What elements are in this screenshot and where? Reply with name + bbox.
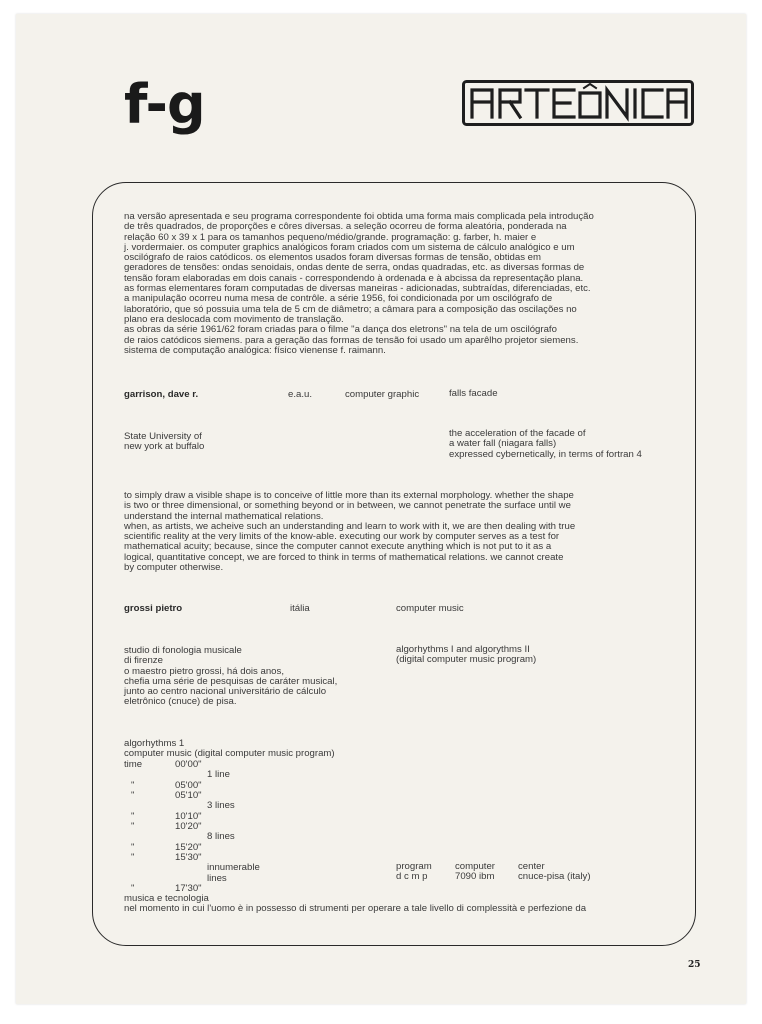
institution-line: new york at buffalo bbox=[124, 441, 205, 453]
score-title-line: algorhythms 1 bbox=[124, 738, 185, 749]
logo-text: ARTEÔNICA bbox=[462, 80, 468, 81]
computer-value: 7090 ibm bbox=[455, 871, 495, 882]
institution-line: State University of bbox=[124, 431, 202, 442]
program-header: program bbox=[396, 861, 432, 872]
score-ditto: " bbox=[131, 852, 135, 863]
score-time: 10'10" bbox=[175, 811, 202, 822]
score-event: 8 lines bbox=[207, 831, 235, 842]
institution-line: junto ao centro nacional universitário de cálculo bbox=[124, 686, 327, 698]
score-ditto: " bbox=[131, 842, 135, 853]
work-description bbox=[449, 429, 642, 460]
center-header: center bbox=[518, 861, 545, 872]
description-line: expressed cybernetically, in terms of fortran 4 bbox=[449, 448, 642, 460]
institution-line: o maestro pietro grossi, há dois anos, bbox=[124, 665, 284, 677]
score-event: innumerable bbox=[207, 862, 260, 873]
artist-institution bbox=[124, 432, 204, 453]
description-line: the acceleration of the facade of bbox=[449, 428, 586, 439]
description-line: a water fall (niagara falls) bbox=[449, 438, 557, 450]
score-ditto: " bbox=[131, 821, 135, 832]
score-event: lines bbox=[207, 873, 227, 884]
score-time: 15'30" bbox=[175, 852, 202, 863]
artist-country: itália bbox=[290, 603, 310, 614]
institution-line: eletrônico (cnuce) de pisa. bbox=[124, 696, 237, 708]
intro-line: a manipulação ocorreu numa mesa de contrôle. a série 1956, foi condicionada por um oscilógrafo de bbox=[124, 293, 553, 305]
statement-line: to simply draw a visible shape is to conceive of little more than its external morphology. whether the shape bbox=[124, 490, 574, 501]
intro-paragraph bbox=[124, 212, 594, 356]
closing-line: musica e tecnologia bbox=[124, 893, 209, 904]
center-value: cnuce-pisa (italy) bbox=[518, 871, 591, 882]
institution-line: di firenze bbox=[124, 655, 163, 667]
statement-line: scientific reality at the very limits of the know-able. executing our work by computer serves as a test for bbox=[124, 531, 560, 543]
score-time: 10'20" bbox=[175, 821, 202, 832]
statement-line: understand the internal mathematical relations. bbox=[124, 510, 324, 522]
score-time: 05'10" bbox=[175, 790, 202, 801]
intro-line: na versão apresentada e seu programa correspondente foi obtida uma forma mais complicada pela introdução bbox=[124, 211, 594, 222]
work-list bbox=[396, 645, 536, 666]
intro-line: laboratório, que só possuia uma tela de 5 cm de diâmetro; a câmara para a composição das oscilações no bbox=[124, 303, 577, 315]
statement-line: mathematical acuity; because, since the computer cannot execute anything which is not put to it as a bbox=[124, 541, 552, 553]
intro-line: de três quadrados, de proporções e côres diversas. a seleção ocorreu de forma aleatória, ponderada na bbox=[124, 221, 567, 233]
work-title: falls facade bbox=[449, 388, 498, 399]
score-time: 17'30" bbox=[175, 883, 202, 894]
score-ditto: " bbox=[131, 883, 135, 894]
score-event: 1 line bbox=[207, 769, 230, 780]
closing-line: nel momento in cui l'uomo è in possesso di strumenti per operare a tale livello di complessità e perfezione da bbox=[124, 903, 587, 915]
artist-category: computer music bbox=[396, 603, 464, 614]
score-ditto: " bbox=[131, 780, 135, 791]
page-number: 25 bbox=[688, 960, 701, 970]
program-value: d c m p bbox=[396, 871, 428, 882]
score-title bbox=[124, 739, 335, 760]
intro-line: de raios catódicos siemens. para a geração das formas de tensão foi usado um aparêlho projetor siemens. bbox=[124, 334, 579, 346]
work-line: (digital computer music program) bbox=[396, 654, 537, 666]
artist-country: e.a.u. bbox=[288, 389, 313, 400]
institution-line: studio di fonologia musicale bbox=[124, 645, 242, 656]
arteonica-logo bbox=[462, 80, 694, 126]
score-time: 15'20" bbox=[175, 842, 202, 853]
intro-line: tensão foram elaboradas em dois canais - correspondendo à ordenada e à abcissa da representação plana. bbox=[124, 272, 584, 284]
artist-institution bbox=[124, 646, 337, 708]
artist-category: computer graphic bbox=[345, 389, 420, 400]
statement-line: when, as artists, we acheive such an understanding and learn to work with it, we are then dealing with true bbox=[124, 520, 576, 532]
statement-line: is two or three dimensional, or something beyond or in between, we cannot penetrate the surface until we bbox=[124, 500, 571, 512]
work-line: algorhythms I and algorythms II bbox=[396, 644, 530, 655]
score-ditto: " bbox=[131, 811, 135, 822]
intro-line: oscilógrafo de raios catódicos. os elementos usados foram diversas formas de tensão, obtidas em bbox=[124, 252, 542, 264]
computer-header: computer bbox=[455, 861, 495, 872]
artist-name: grossi pietro bbox=[124, 603, 183, 614]
intro-line: as formas elementares foram computadas de diversas maneiras - adicionadas, subtraídas, diferenciadas, etc. bbox=[124, 283, 591, 295]
institution-line: chefia uma série de pesquisas de caráter musical, bbox=[124, 675, 338, 687]
score-event: 3 lines bbox=[207, 800, 235, 811]
score-time: 05'00" bbox=[175, 780, 202, 791]
intro-line: j. vordermaier. os computer graphics analógicos foram criados com um sistema de cálculo analógico e um bbox=[124, 241, 575, 253]
closing-paragraph bbox=[124, 894, 586, 915]
intro-line: plano era deslocada com movimento de translação. bbox=[124, 313, 344, 325]
statement-line: by computer otherwise. bbox=[124, 562, 224, 574]
artist-name: garrison, dave r. bbox=[124, 389, 199, 400]
score-ditto: " bbox=[131, 790, 135, 801]
intro-line: relação 60 x 39 x 1 para os tamanhos pequeno/médio/grande. programação: g. farber, h. maier e bbox=[124, 231, 537, 243]
intro-line: geradores de tensões: ondas senoidais, ondas dente de serra, ondas quadradas, etc. as diversas formas de bbox=[124, 262, 585, 274]
artist-statement bbox=[124, 491, 575, 573]
section-code: f-g bbox=[124, 73, 205, 136]
statement-line: logical, quantitative concept, we are forced to think in terms of mathematical relations. we cannot create bbox=[124, 551, 564, 563]
intro-line: as obras da série 1961/62 foram criadas para o filme "a dança dos eletrons" na tela de um oscilógrafo bbox=[124, 324, 557, 336]
score-time-label: time bbox=[124, 759, 143, 770]
score-title-line: computer music (digital computer music program) bbox=[124, 748, 335, 760]
score-time: 00'00" bbox=[175, 759, 202, 770]
intro-line: sistema de computação analógica: físico vienense f. raimann. bbox=[124, 344, 386, 356]
